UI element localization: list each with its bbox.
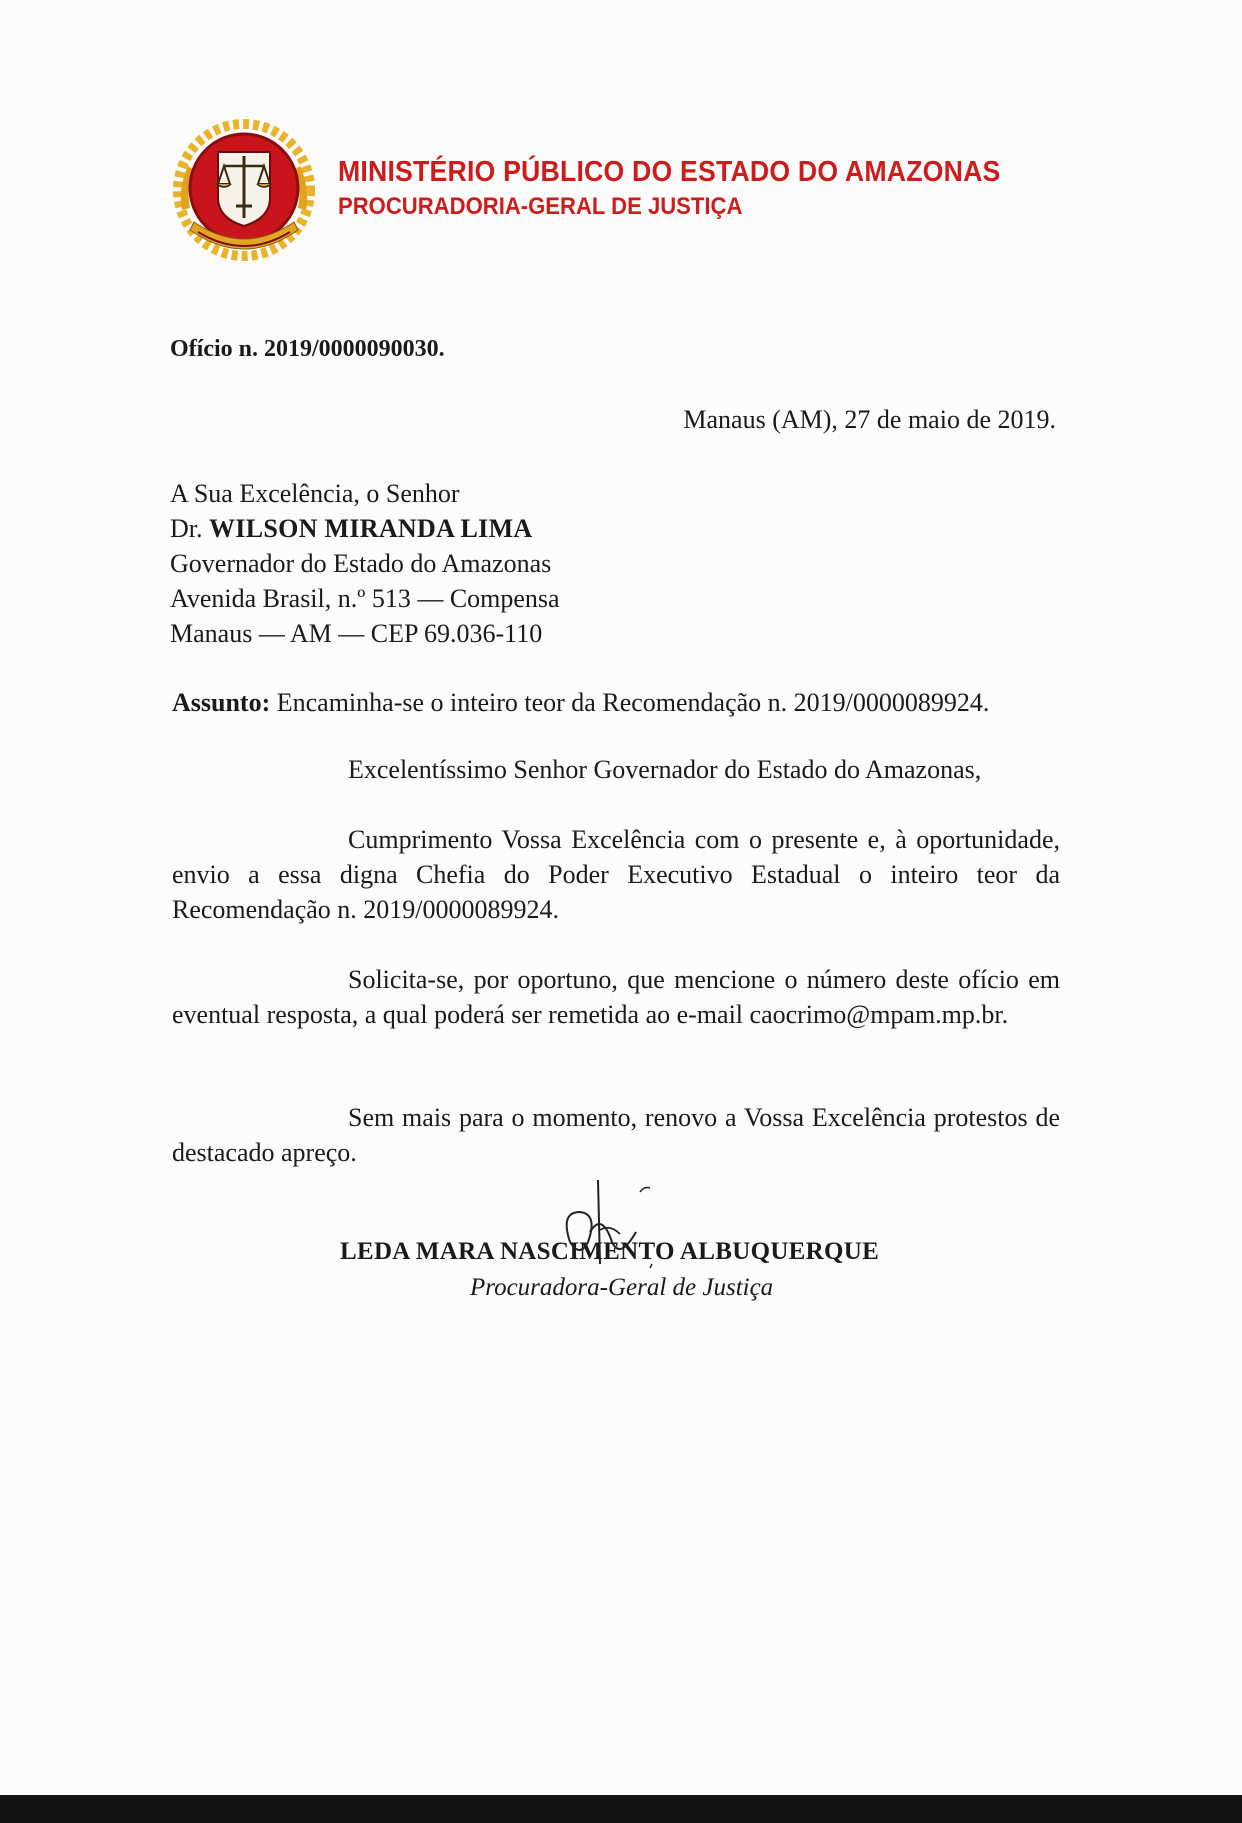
paragraph: [172, 822, 1060, 927]
recipient-salutation: A Sua Excelência, o Senhor: [170, 479, 460, 508]
recipient-name: WILSON MIRANDA LIMA: [209, 514, 533, 543]
subject-text: Encaminha-se o inteiro teor da Recomendação n. 2019/0000089924.: [270, 688, 990, 717]
paragraph: [172, 1100, 1060, 1170]
paragraph-text: Solicita-se, por oportuno, que mencione o número deste ofício em eventual resposta, a qual poderá ser remetida ao e-mail caocrimo@mpam.mp.br.: [172, 965, 1060, 1029]
recipient-title: Dr.: [170, 514, 209, 543]
paragraph-text: Cumprimento Vossa Excelência com o presente e, à oportunidade, envio a essa digna Chefia do Poder Executivo Estadual o inteiro teor da Recomendação n. 2019/0000089924.: [172, 825, 1060, 924]
organization-header: [338, 156, 1058, 221]
recipient-block: [170, 476, 560, 651]
recipient-city: Manaus — AM — CEP 69.036-110: [170, 619, 543, 648]
letter-salutation: Excelentíssimo Senhor Governador do Estado do Amazonas,: [348, 755, 982, 784]
recipient-address: Avenida Brasil, n.º 513 — Compensa: [170, 584, 560, 613]
subject-label: Assunto:: [172, 688, 271, 717]
organization-name: MINISTÉRIO PÚBLICO DO ESTADO DO AMAZONAS: [338, 156, 1001, 188]
scan-edge-band: [0, 1795, 1242, 1823]
oficio-number: Ofício n. 2019/0000090030.: [170, 336, 445, 362]
organization-subtitle: PROCURADORIA-GERAL DE JUSTIÇA: [338, 193, 743, 220]
recipient-position: Governador do Estado do Amazonas: [170, 549, 552, 578]
signer-role: Procuradora-Geral de Justiça: [470, 1274, 774, 1301]
signer-name: LEDA MARA NASCIMENTO ALBUQUERQUE: [340, 1238, 880, 1265]
place-date: Manaus (AM), 27 de maio de 2019.: [683, 405, 1056, 434]
subject-line: [172, 688, 989, 718]
ministerio-publico-seal-icon: [168, 118, 320, 268]
handwritten-signature: [540, 1172, 680, 1272]
recipient-name-line: [170, 511, 560, 546]
paragraph-text: Sem mais para o momento, renovo a Vossa Excelência protestos de destacado apreço.: [172, 1103, 1060, 1167]
paragraph: [172, 962, 1060, 1032]
